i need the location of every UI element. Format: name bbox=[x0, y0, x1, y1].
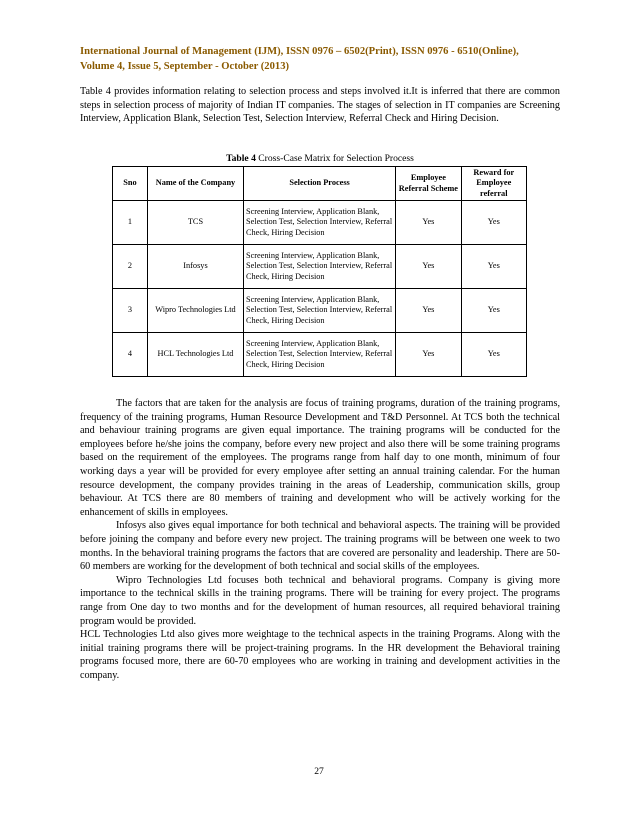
header-employee-referral: Employee Referral Scheme bbox=[396, 167, 461, 201]
cell-employee-referral: Yes bbox=[396, 289, 461, 333]
table-row bbox=[113, 333, 527, 377]
table-caption-text: Cross-Case Matrix for Selection Process bbox=[255, 153, 414, 164]
cell-company-name: Wipro Technologies Ltd bbox=[147, 289, 243, 333]
cell-company-name: Infosys bbox=[147, 245, 243, 289]
cell-sno: 2 bbox=[113, 245, 148, 289]
body-text bbox=[80, 397, 560, 682]
journal-header-line-2: Volume 4, Issue 5, September - October (2013) bbox=[80, 61, 290, 72]
body-paragraph-hcl: HCL Technologies Ltd also gives more weightage to the technical aspects in the training Programs. Along with the initial training programs there will be project-training programs. In the HR development the Behavioral training programs focused more, there are 60-70 employees who are working in training and development activities in the company. bbox=[80, 629, 560, 681]
cell-company-name: TCS bbox=[147, 201, 243, 245]
cell-selection-process: Screening Interview, Application Blank, Selection Test, Selection Interview, Referral Check, Hiring Decision bbox=[243, 289, 395, 333]
cell-sno: 4 bbox=[113, 333, 148, 377]
body-paragraph-tcs: The factors that are taken for the analysis are focus of training programs, duration of the training programs, frequency of the training programs, Human Resource Development and T&D Personnel. At TCS both the technical and behaviour training programs are given equal importance. The training programs will be conducted for the employees before he/she joins the company, before every new project and also there will be some training programs based on the requirement of the employees. The programs range from half day to one month, minimum of four working days a year will be provided for every employee after setting an annual training calendar. For the human resource development, the company provides training in the areas of Leadership, communication skills, group behaviour. At TCS there are 80 members of training and development who will be actively working for the enhancement of skills in employees. bbox=[80, 398, 560, 518]
cell-employee-referral: Yes bbox=[396, 245, 461, 289]
cell-employee-referral: Yes bbox=[396, 333, 461, 377]
cell-reward: Yes bbox=[461, 201, 526, 245]
header-reward: Reward for Employee referral bbox=[461, 167, 526, 201]
intro-paragraph: Table 4 provides information relating to selection process and steps involved it.It is inferred that there are common steps in selection process of majority of Indian IT companies. The stages of selection in IT companies are Screening Interview, Application Blank, Selection Test, Selection Interview, Referral Check and Hiring Decision. bbox=[80, 86, 560, 125]
body-paragraph-wipro: Wipro Technologies Ltd focuses both technical and behavioral programs. Company is giving more importance to the technical skills in the training programs. There will be training for every project. The programs range from One day to two months and for the development of human resources, all required behavioral training program would be provided. bbox=[80, 574, 560, 627]
cell-reward: Yes bbox=[461, 289, 526, 333]
page-number: 27 bbox=[314, 766, 324, 777]
cell-selection-process: Screening Interview, Application Blank, Selection Test, Selection Interview, Referral Check, Hiring Decision bbox=[243, 201, 395, 245]
selection-process-table bbox=[112, 166, 527, 377]
cell-sno: 3 bbox=[113, 289, 148, 333]
journal-header bbox=[80, 44, 560, 74]
cell-sno: 1 bbox=[113, 201, 148, 245]
body-paragraph-infosys: Infosys also gives equal importance for both technical and behavioral aspects. The training will be provided before joining the company and before every new project. The training programs will be between one week to two months. In the behavioral training programs the factors that are covered are personality and leadership. There are 50-60 members are working for the development of both technical and social skills of the employees. bbox=[80, 520, 560, 573]
cell-reward: Yes bbox=[461, 245, 526, 289]
table-header-row bbox=[113, 167, 527, 201]
table-caption-label: Table 4 bbox=[226, 153, 256, 164]
cell-company-name: HCL Technologies Ltd bbox=[147, 333, 243, 377]
table-row bbox=[113, 201, 527, 245]
cell-selection-process: Screening Interview, Application Blank, Selection Test, Selection Interview, Referral Check, Hiring Decision bbox=[243, 333, 395, 377]
header-selection-process: Selection Process bbox=[243, 167, 395, 201]
table-row bbox=[113, 289, 527, 333]
table-row bbox=[113, 245, 527, 289]
journal-header-line-1: International Journal of Management (IJM), ISSN 0976 – 6502(Print), ISSN 0976 - 6510(Online), bbox=[80, 46, 519, 57]
header-sno: Sno bbox=[113, 167, 148, 201]
header-company-name: Name of the Company bbox=[147, 167, 243, 201]
table-caption bbox=[80, 153, 560, 165]
cell-reward: Yes bbox=[461, 333, 526, 377]
cell-employee-referral: Yes bbox=[396, 201, 461, 245]
cell-selection-process: Screening Interview, Application Blank, Selection Test, Selection Interview, Referral Check, Hiring Decision bbox=[243, 245, 395, 289]
